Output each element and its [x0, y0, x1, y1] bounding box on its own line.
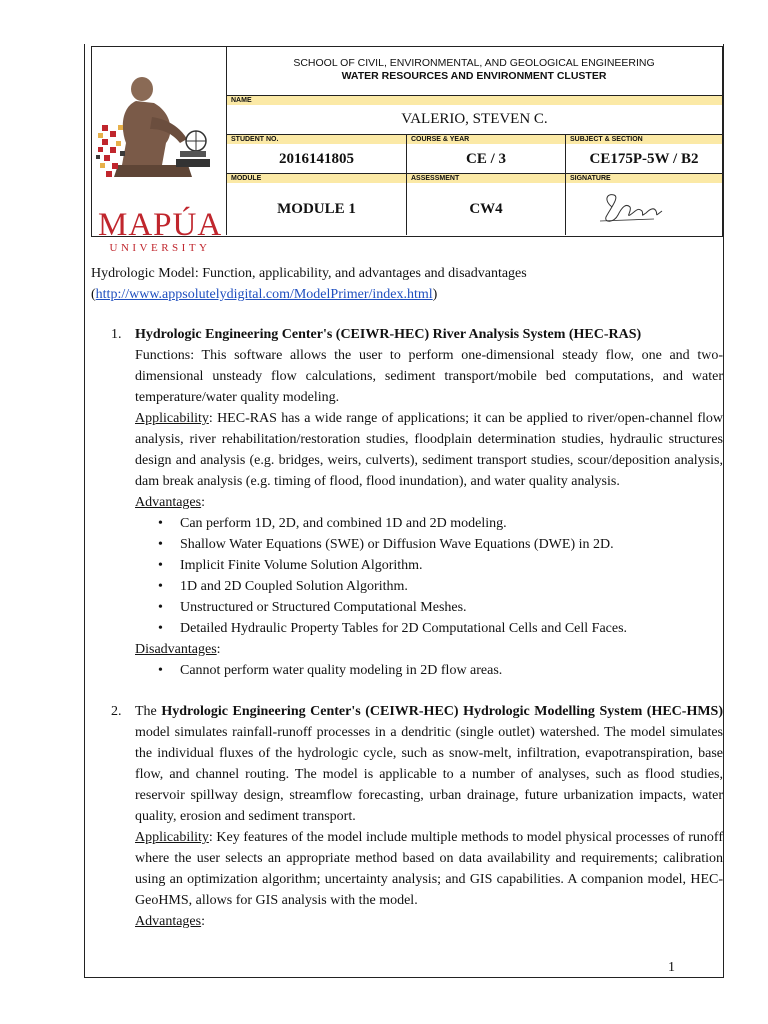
functions-text: Functions: This software allows the user to perform one-dimensional steady flow, one and two-dimensional unsteady flow calculations, sediment transport/mobile bed computations, and water temperature/water quality modeling. — [135, 348, 723, 405]
student-no: 2016141805 — [279, 151, 354, 167]
list-item: • Unstructured or Structured Computational Meshes. — [135, 597, 723, 618]
disadvantages-heading: Disadvantages: — [135, 642, 221, 657]
list-item-hec-hms — [111, 701, 724, 932]
rule — [565, 134, 566, 235]
signature-label: SIGNATURE — [566, 174, 722, 183]
applicability-text: Applicability: Key features of the model include multiple methods to model physical processes of runoff where the user selects an appropriate method based on data availability and requirements; calibration using an optimization algorithm; uncertainty analysis; and GIS capabilities. A companion model, HEC-GeoHMS, allows for GIS analysis with the model. — [135, 830, 723, 908]
document-body — [91, 263, 723, 932]
student-no-label: STUDENT NO. — [227, 135, 406, 144]
list-item: • Detailed Hydraulic Property Tables for 2D Computational Cells and Cell Faces. — [135, 618, 723, 639]
intro-source: (http://www.appsolutelydigital.com/ModelPrimer/index.html) — [91, 287, 438, 302]
rule — [406, 134, 407, 235]
logo-wordmark: MAPÚA — [98, 207, 223, 243]
seal-emblem — [92, 47, 226, 207]
item-number: 1. — [111, 327, 122, 342]
logo-subtitle: UNIVERSITY — [109, 242, 211, 254]
applicability-text: Applicability: HEC-RAS has a wide range of applications; it can be applied to river/open-channel flow analysis, river rehabilitation/restoration studies, floodplain determination studies, hydraulic structures design and analysis (e.g. bridges, weirs, culverts), sediment transport studies, scour/deposition analysis, dam break analysis (e.g. timing of flood, flood inundation), and water quality analysis. — [135, 411, 723, 489]
school-heading — [226, 57, 722, 83]
list-item: • Shallow Water Equations (SWE) or Diffusion Wave Equations (DWE) in 2D. — [135, 534, 723, 555]
student-name: VALERIO, STEVEN C. — [401, 111, 548, 127]
item-number: 2. — [111, 704, 122, 719]
disadvantages-list — [135, 660, 723, 681]
list-item: • Cannot perform water quality modeling in 2D flow areas. — [135, 660, 723, 681]
list-item: • Implicit Finite Volume Solution Algorithm. — [135, 555, 723, 576]
source-link[interactable]: http://www.appsolutelydigital.com/ModelPrimer/index.html — [95, 287, 433, 302]
item-title: Hydrologic Engineering Center's (CEIWR-HEC) River Analysis System (HEC-RAS) — [135, 327, 642, 342]
list-item: • 1D and 2D Coupled Solution Algorithm. — [135, 576, 723, 597]
hms-description: The Hydrologic Engineering Center's (CEIWR-HEC) Hydrologic Modelling System (HEC-HMS) model simulates rainfall-runoff processes in a dendritic (single outlet) watershed. The model simulates the individual fluxes of the hydrologic cycle, such as snow-melt, infiltration, evapotranspiration, base flow, and channel routing. The model is applicable to a number of analyses, such as flood studies, reservoir spillway design, streamflow forecasting, urban drainage, future urbanization impacts, water quality, erosion and sediment transport. — [135, 704, 724, 824]
advantages-list — [135, 513, 723, 639]
advantages-heading: Advantages: — [135, 495, 205, 510]
list-item: • Can perform 1D, 2D, and combined 1D and 2D modeling. — [135, 513, 723, 534]
intro-line: Hydrologic Model: Function, applicability, and advantages and disadvantages — [91, 266, 527, 281]
assessment-label: ASSESSMENT — [407, 174, 565, 183]
course-year: CE / 3 — [465, 151, 506, 167]
module-label: MODULE — [227, 174, 406, 183]
signature-image — [592, 185, 702, 235]
page-number: 1 — [668, 960, 675, 975]
subject-section: CE175P-5W / B2 — [589, 151, 699, 167]
list-item-hec-ras — [111, 324, 723, 681]
header-table — [91, 46, 723, 254]
cluster-name: WATER RESOURCES AND ENVIRONMENT CLUSTER — [341, 70, 607, 82]
name-label: NAME — [227, 96, 722, 105]
course-label: COURSE & YEAR — [407, 135, 565, 144]
module-value: MODULE 1 — [277, 201, 356, 217]
school-name: SCHOOL OF CIVIL, ENVIRONMENTAL, AND GEOLOGICAL ENGINEERING — [293, 57, 655, 69]
subject-label: SUBJECT & SECTION — [566, 135, 722, 144]
assessment-value: CW4 — [469, 201, 503, 217]
university-logo — [92, 47, 227, 254]
advantages-heading: Advantages: — [135, 914, 205, 929]
